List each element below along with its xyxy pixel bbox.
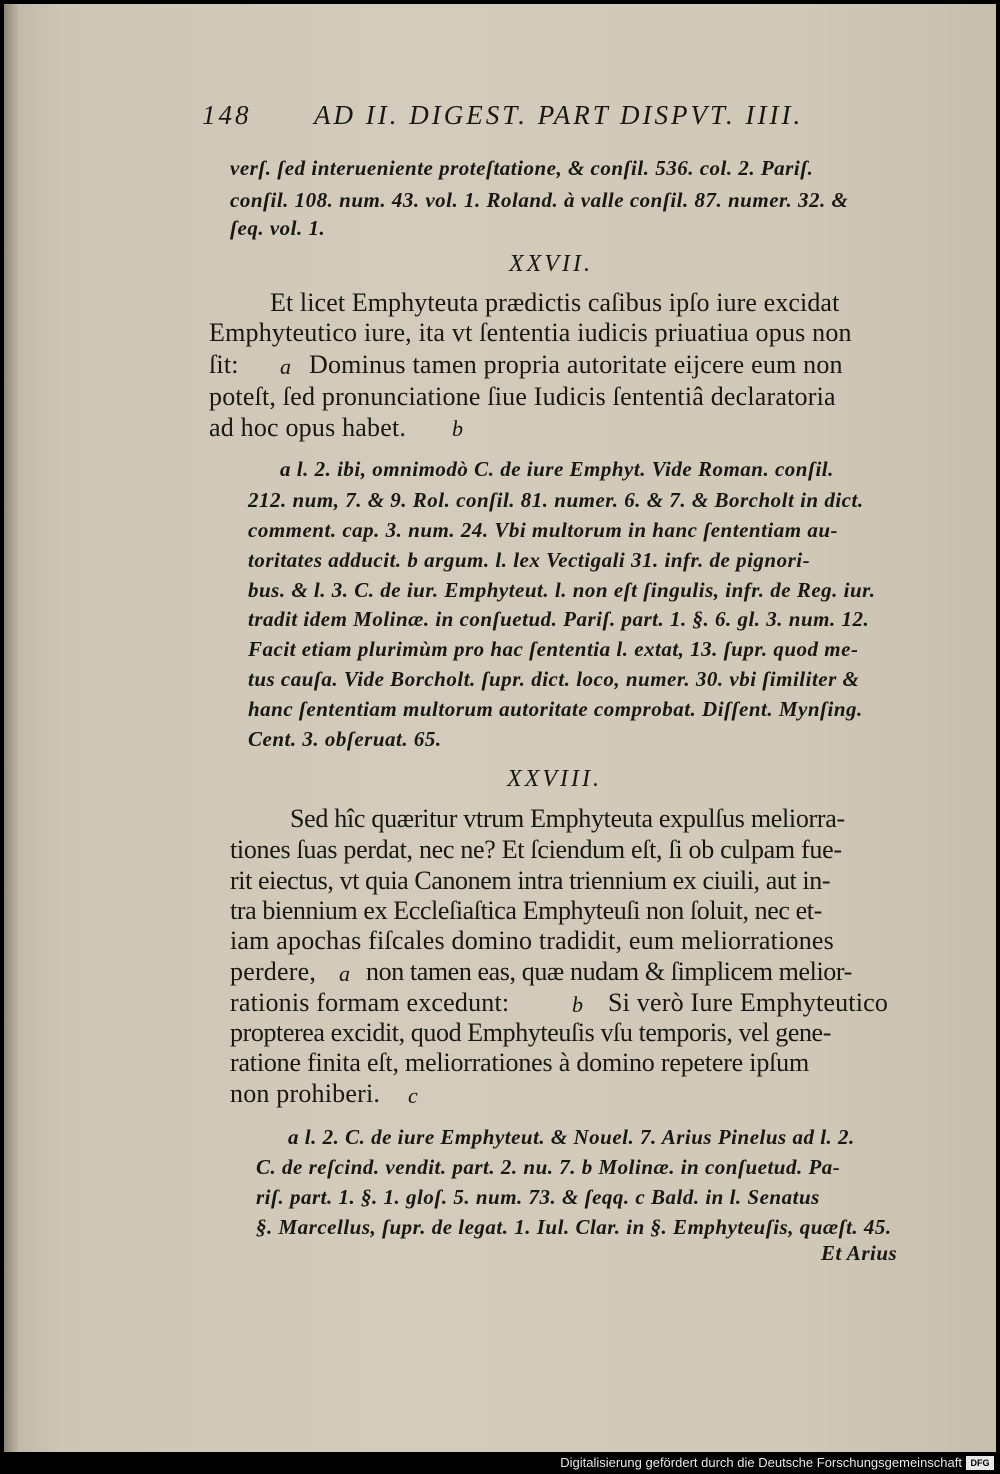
section1-note-line-10: Cent. 3. obſeruat. 65. <box>248 727 442 751</box>
section1-note-line-8: tus cauſa. Vide Borcholt. ſupr. dict. loco, numer. 30. vbi ſimiliter & <box>248 667 860 691</box>
intro-line-2: conſil. 108. num. 43. vol. 1. Roland. à valle conſil. 87. numer. 32. & <box>230 188 849 212</box>
section1-note-line-6: tradit idem Molinæ. in conſuetud. Pariſ. part. 1. §. 6. gl. 3. num. 12. <box>248 607 870 631</box>
digitization-footer <box>0 1452 1000 1474</box>
page-edge-shadow <box>4 4 18 1452</box>
section1-body-line-2: Emphyteutico iure, ita vt ſententia iudicis priuatiua opus non <box>209 318 852 347</box>
book-page <box>4 4 996 1452</box>
page-number: 148 <box>202 100 252 130</box>
section2-body-line-8: propterea excidit, quod Emphyteuſis vſu temporis, vel gene- <box>230 1018 831 1047</box>
section1-note-line-1: a l. 2. ibi, omnimodò C. de iure Emphyt. Vide Roman. conſil. <box>280 457 834 481</box>
section1-note-line-3: comment. cap. 3. num. 24. Vbi multorum in hanc ſententiam au- <box>248 518 838 542</box>
section2-body-line-6b: non tamen eas, quæ nudam & ſimplicem melior- <box>366 957 852 986</box>
section2-body-line-7: rationis formam excedunt: <box>230 988 510 1017</box>
note-marker-a2: a <box>339 961 350 986</box>
section2-body-line-1: Sed hîc quæritur vtrum Emphyteuta expulſus meliorra- <box>290 804 845 833</box>
dfg-logo-icon: DFG <box>966 1456 994 1470</box>
note-marker-c: c <box>408 1083 418 1108</box>
section1-body-line-5: ad hoc opus habet. <box>209 413 407 442</box>
footer-credit-text: Digitalisierung gefördert durch die Deutsche Forschungsgemeinschaft <box>560 1455 962 1470</box>
section1-body-line-3b: Dominus tamen propria autoritate eijcere eum non <box>309 350 843 379</box>
section2-note-line-4: §. Marcellus, ſupr. de legat. 1. Iul. Clar. in §. Emphyteuſis, quæſt. 45. <box>256 1215 892 1239</box>
section1-note-line-5: bus. & l. 3. C. de iur. Emphyteut. l. non eſt ſingulis, infr. de Reg. iur. <box>248 578 876 602</box>
section1-note-line-2: 212. num, 7. & 9. Rol. conſil. 81. numer. 6. & 7. & Borcholt in dict. <box>248 488 864 512</box>
section2-note-line-2: C. de reſcind. vendit. part. 2. nu. 7. b Molinæ. in conſuetud. Pa- <box>256 1155 841 1179</box>
section2-body-line-6: perdere, <box>230 957 317 986</box>
section2-body-line-5: iam apochas fiſcales domino tradidit, eum meliorrationes <box>230 926 834 955</box>
section2-body-line-7b: Si verò Iure Emphyteutico <box>608 988 889 1017</box>
section1-body-line-4: poteſt, ſed pronunciatione ſiue Iudicis ſententiâ declaratoria <box>209 382 836 411</box>
note-marker-b2: b <box>572 992 583 1017</box>
section1-note-line-4: toritates adducit. b argum. l. lex Vectigali 31. infr. de pignori- <box>248 548 811 572</box>
section1-body-line-3: ſit: <box>209 350 239 379</box>
section-heading-xxviii: XXVIII. <box>507 766 602 792</box>
section2-note-line-3: riſ. part. 1. §. 1. gloſ. 5. num. 73. & ſeqq. c Bald. in l. Senatus <box>256 1185 820 1209</box>
catchword: Et Arius <box>821 1241 898 1265</box>
running-title: AD II. DIGEST. PART DISPVT. IIII. <box>314 100 804 130</box>
section2-body-line-10: non prohiberi. <box>230 1079 381 1108</box>
section2-note-line-1: a l. 2. C. de iure Emphyteut. & Nouel. 7. Arius Pinelus ad l. 2. <box>288 1125 855 1149</box>
intro-line-3: ſeq. vol. 1. <box>230 216 326 240</box>
section2-body-line-2: tiones ſuas perdat, nec ne? Et ſciendum eſt, ſi ob culpam fue- <box>230 835 842 864</box>
section1-note-line-7: Facit etiam plurimùm pro hac ſententia l. extat, 13. ſupr. quod me- <box>248 637 859 661</box>
note-marker-b: b <box>452 416 463 441</box>
note-marker-a: a <box>280 354 291 379</box>
intro-line-1: verſ. ſed interueniente proteſtatione, & conſil. 536. col. 2. Pariſ. <box>230 156 814 180</box>
section2-body-line-4: tra biennium ex Eccleſiaſtica Emphyteuſi non ſoluit, nec et- <box>230 896 822 925</box>
section2-body-line-3: rit eiectus, vt quia Canonem intra triennium ex ciuili, aut in- <box>230 866 831 895</box>
section2-body-line-9: ratione finita eſt, meliorrationes à domino repetere ipſum <box>230 1048 809 1077</box>
section1-note-line-9: hanc ſententiam multorum autoritate comprobat. Diſſent. Mynſing. <box>248 697 863 721</box>
section1-body-line-1: Et licet Emphyteuta prædictis caſibus ipſo iure excidat <box>270 288 840 317</box>
section-heading-xxvii: XXVII. <box>509 251 593 277</box>
